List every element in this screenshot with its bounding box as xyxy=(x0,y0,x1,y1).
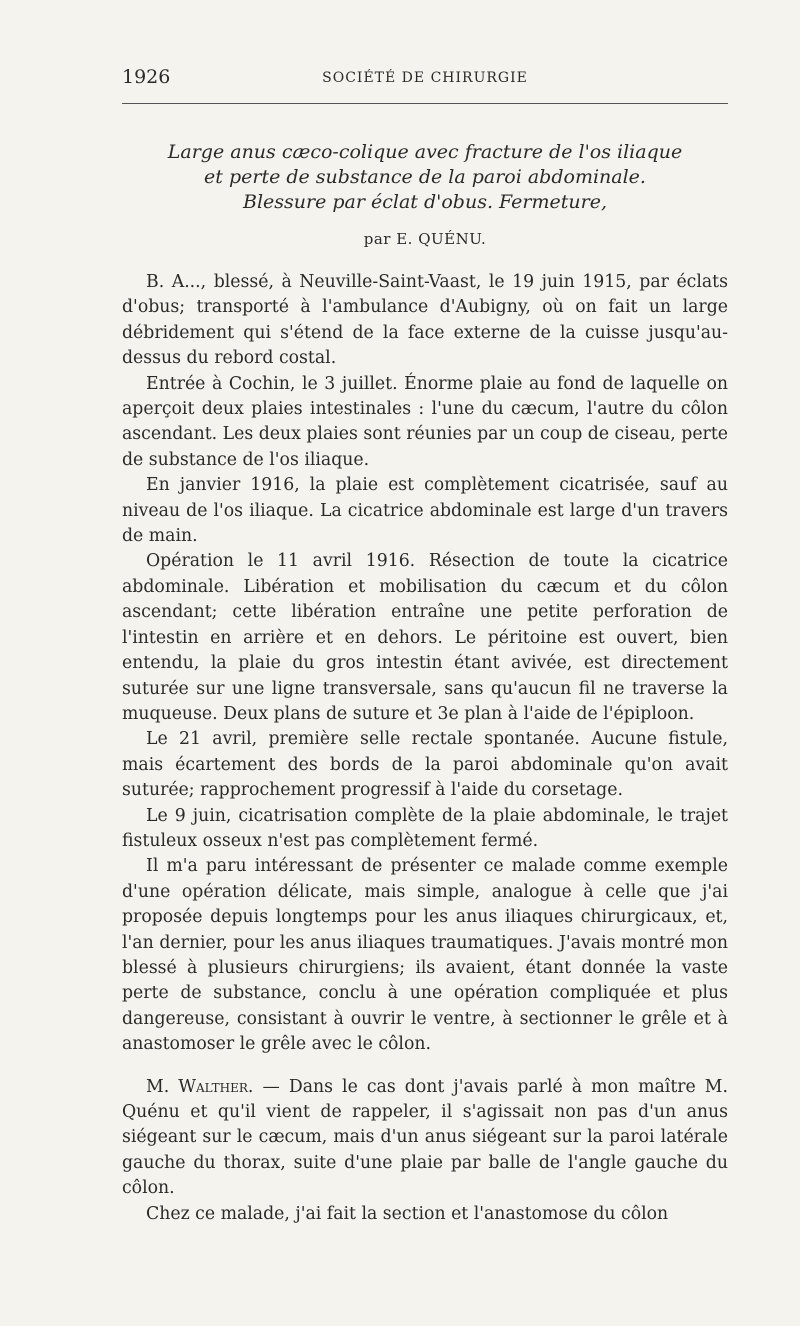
page-header xyxy=(122,66,728,92)
page-number: 1926 xyxy=(122,66,171,88)
paragraph-2: Entrée à Cochin, le 3 juillet. Énorme plaie au fond de laquelle on aperçoit deux plaies intestinales : l'une du cæcum, l'autre du côlon ascendant. Les deux plaies sont réunies par un coup de ciseau, perte de substance de l'os iliaque. xyxy=(122,373,728,470)
paragraph-8-text: — Dans le cas dont j'avais parlé à mon maître M. Quénu et qu'il vient de rappeler, il s'agissait non pas d'un anus siégeant sur le cæcum, mais d'un anus siégeant sur la paroi latérale gauche du thorax, suite d'une plaie par balle de l'angle gauche du côlon. xyxy=(122,1076,728,1199)
paragraph-3: En janvier 1916, la plaie est complètement cicatrisée, sauf au niveau de l'os iliaque. La cicatrice abdominale est large d'un travers de main. xyxy=(122,475,728,547)
paragraph-8 xyxy=(122,1075,728,1202)
paragraph-7: Il m'a paru intéressant de présenter ce malade comme exemple d'une opération délicate, mais simple, analogue à celle que j'ai proposée depuis longtemps pour les anus iliaques chirurgicaux, et, l'an dernier, pour les anus iliaques traumatiques. J'avais montré mon blessé à plusieurs chirurgiens; ils avaient, étant donnée la vaste perte de substance, conclu à une opération compliquée et plus dangereuse, consistant à ouvrir le ventre, à sectionner le grêle et à anastomoser le grêle avec le côlon. xyxy=(122,856,728,1055)
paragraph-5: Le 21 avril, première selle rectale spontanée. Aucune fistule, mais écartement des bords de la paroi abdominale qu'on avait suturée; rapprochement progressif à l'aide du corsetage. xyxy=(122,729,728,801)
paragraph-6: Le 9 juin, cicatrisation complète de la plaie abdominale, le trajet fistuleux osseux n'est pas complètement fermé. xyxy=(122,805,728,851)
article-body xyxy=(122,270,728,1227)
paragraph-4: Opération le 11 avril 1916. Résection de toute la cicatrice abdominale. Libération et mobilisation du cæcum et du côlon ascendant; cette libération entraîne une petite perforation de l'intestin en arrière et en dehors. Le péritoine est ouvert, bien entendu, la plaie du gros intestin étant avivée, est directement suturée sur une ligne transversale, sans qu'aucun fil ne traverse la muqueuse. Deux plans de suture et 3e plan à l'aide de l'épiploon. xyxy=(122,551,728,724)
title-line-3: Blessure par éclat d'obus. Fermeture, xyxy=(243,191,607,213)
title-line-2: et perte de substance de la paroi abdominale. xyxy=(204,166,646,188)
header-rule xyxy=(122,103,728,104)
paragraph-9: Chez ce malade, j'ai fait la section et l'anastomose du côlon xyxy=(146,1203,669,1224)
paragraph-1: B. A..., blessé, à Neuville-Saint-Vaast, le 19 juin 1915, par éclats d'obus; transporté à l'ambulance d'Aubigny, où on fait un large débridement qui s'étend de la face externe de la cuisse jusqu'au-dessus du rebord costal. xyxy=(122,272,728,369)
article-title xyxy=(122,140,728,215)
speaker-name: M. Walther. xyxy=(146,1076,254,1097)
author-line: par E. QUÉNU. xyxy=(363,230,487,248)
title-line-1: Large anus cæco-colique avec fracture de l'os iliaque xyxy=(167,141,683,163)
running-head: SOCIÉTÉ DE CHIRURGIE xyxy=(322,70,528,86)
